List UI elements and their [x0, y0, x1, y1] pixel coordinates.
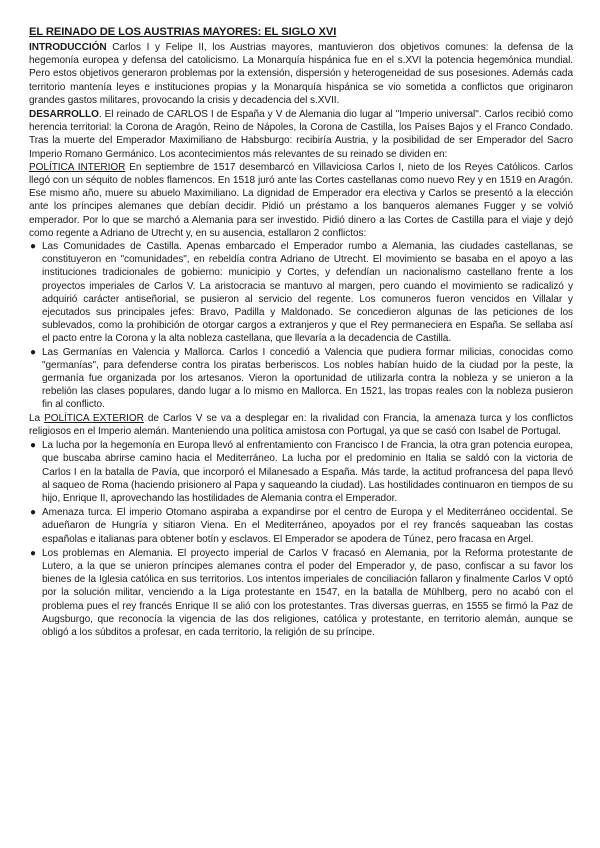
- list-item-text: La lucha por la hegemonía en Europa llevó al enfrentamiento con Francisco I de Francia, la otra gran potencia europea, que buscaba abrirse camino hacia el Mediterráneo. La lucha por el predominio en Italia se saldó con la victoria de Carlos I en la batalla de Pavía, que incorporó el Milanesado a España. Más tarde, la actitud profrancesa del papa llevó al saqueo de Roma (haciendo prisionero al Papa y saqueando la ciudad). Las hostilidades continuaron en tiempos de su hijo, Enrique II, aprovechando las hostilidades de Alemania contra el Emperador.: [42, 440, 573, 504]
- list-item: [29, 506, 573, 546]
- bullet-icon: ●: [30, 346, 36, 358]
- bullet-icon: ●: [30, 507, 36, 519]
- bullet-icon: ●: [30, 547, 36, 559]
- politica-interior-list: [29, 240, 573, 412]
- politica-exterior-list: [29, 439, 573, 639]
- politica-interior-paragraph: [29, 161, 573, 240]
- politica-exterior-prefix: La: [29, 412, 45, 424]
- list-item: [29, 346, 573, 412]
- bullet-icon: ●: [30, 241, 36, 253]
- list-item-text: Los problemas en Alemania. El proyecto imperial de Carlos V fracasó en Alemania, por la Reforma protestante de Lutero, a la que se unieron príncipes alemanes contra el poder del Emperador y, de paso, confiscar a su favor los bienes de la Iglesia católica en sus territorios. Los intentos imperiales de conciliación fallaron y finalmente Carlos V optó por la solución militar, venciendo a la Liga protestante en 1547, en la batalla de Mühlberg, pero no acabó con el problema pues el rey francés Enrique II se alió con los protestantes. Tras diversas guerras, en 1555 se firmó la Paz de Augsburgo, que reconocía la vigencia de las dos religiones, católica y protestante, en territorio alemán, aunque se obligó a los súbditos a profesar, en cada territorio, la religión de su príncipe.: [42, 547, 573, 638]
- politica-interior-heading: POLÍTICA INTERIOR: [29, 161, 126, 173]
- bullet-icon: ●: [30, 440, 36, 452]
- document-title: EL REINADO DE LOS AUSTRIAS MAYORES: EL SIGLO XVI: [29, 26, 337, 38]
- list-item: [29, 547, 573, 639]
- intro-paragraph: [29, 41, 573, 107]
- politica-interior-text: En septiembre de 1517 desembarcó en Villaviciosa Carlos I, nieto de los Reyes Católicos. Carlos llegó con un séquito de nobles flamencos. En 1518 juró ante las Cortes castellanas como nuevo Rey y en 1519 en Aragón. Ese mismo año, muere su abuelo Maximiliano. La dignidad de Emperador era electiva y Carlos se presentó a la elección ante los príncipes alemanes que debían decidir. Pidió un préstamo a los banqueros alemanes Fugger y se volvió emperador. Por lo que se marchó a Alemania para ser investido. Pidió dinero a las Cortes de Castilla para el viaje y dejó como regente a Adriano de Utrecht y, en su ausencia, estallaron 2 conflictos:: [29, 161, 573, 239]
- intro-heading: INTRODUCCIÓN: [29, 42, 107, 53]
- list-item: [29, 240, 573, 346]
- list-item-text: Las Germanías en Valencia y Mallorca. Carlos I concedió a Valencia que pudiera formar milicias, conocidas como "germanías", para defenderse contra los piratas berberiscos. Los nobles habían huido de la ciudad por la peste, la germanía fue organizada por los artesanos. Vieron la oportunidad de utilizarla contra la nobleza y se unieron a la rebelión las clases populares, dando lugar a lo mismo en Mallorca. En 1521, las tropas reales con la nobleza pusieron fin al conflicto.: [42, 346, 573, 411]
- politica-exterior-text: de Carlos V se va a desplegar en: la rivalidad con Francia, la amenaza turca y los conflictos religiosos en el Imperio alemán. Manteniendo una política amistosa con Portugal, ya que se casó con Isabel de Portugal.: [29, 412, 573, 437]
- intro-text: Carlos I y Felipe II, los Austrias mayores, mantuvieron dos objetivos comunes: la defensa de la hegemonía europea y defensa del catolicismo. La Monarquía hispánica fue en el s.XVI la potencia hegemónica mundial. Pero estos objetivos generaron problemas por la extensión, dispersión y heterogeneidad de sus posesiones. Además cada territorio mantenía leyes e instituciones propias y la Monarquía hispánica se vio sometida a conflictos que originaron grandes gastos militares, provocando la crisis y decadencia del s.XVII.: [29, 42, 573, 106]
- list-item-text: Amenaza turca. El imperio Otomano aspiraba a expandirse por el centro de Europa y el Mediterráneo occidental. Se adueñaron de Hungría y sitiaron Viena. En el Mediterráneo, apoyados por el rey francés saqueaban las costas españolas e italianas para obtener botín y esclavos. El Emperador se apodera de Túnez, pero fracasa en Argel.: [42, 507, 573, 545]
- desarrollo-paragraph: [29, 108, 573, 161]
- politica-exterior-heading: POLÍTICA EXTERIOR: [44, 412, 144, 424]
- list-item: [29, 439, 573, 505]
- politica-exterior-paragraph: [29, 412, 573, 438]
- list-item-text: Las Comunidades de Castilla. Apenas embarcado el Emperador rumbo a Alemania, las ciudades castellanas, se constituyeron en "comunidades", en rebeldía contra Adriano de Utrecht. El movimiento se basaba en el apoyo a las instituciones tradicionales de gobierno: municipio y Cortes, y defendían un nacionalismo castellano frente a los proyectos imperiales de Carlos V. La aristocracia se mantuvo al margen, pero cuando el movimiento se radicalizó y adquirió carácter antiseñorial, se pusieron al servicio del regente. Los comuneros fueron vencidos en Villalar y ejecutados sus principales jefes: Bravo, Padilla y Maldonado. Se concedieron algunas de las peticiones de los sublevados, como la prohibición de otorgar cargos a extranjeros y que el Rey permaneciera en España. Se sellaba así el pacto entre la Corona y la alta nobleza castellana, que llevaría a la decadencia de Castilla.: [42, 241, 573, 345]
- desarrollo-heading: DESARROLLO: [29, 109, 99, 121]
- desarrollo-text: . El reinado de CARLOS I de España y V de Alemania dio lugar al "Imperio universal". Carlos recibió como herencia territorial: la Corona de Aragón, Reino de Nápoles, la Corona de Castilla, los Países Bajos y el Franco Condado. Tras la muerte del Emperador Maximiliano de Habsburgo: recibiría Austria, y la posibilidad de ser Emperador del Sacro Imperio Romano Germánico. Los acontecimientos más relevantes de su reinado se dividen en:: [29, 109, 573, 160]
